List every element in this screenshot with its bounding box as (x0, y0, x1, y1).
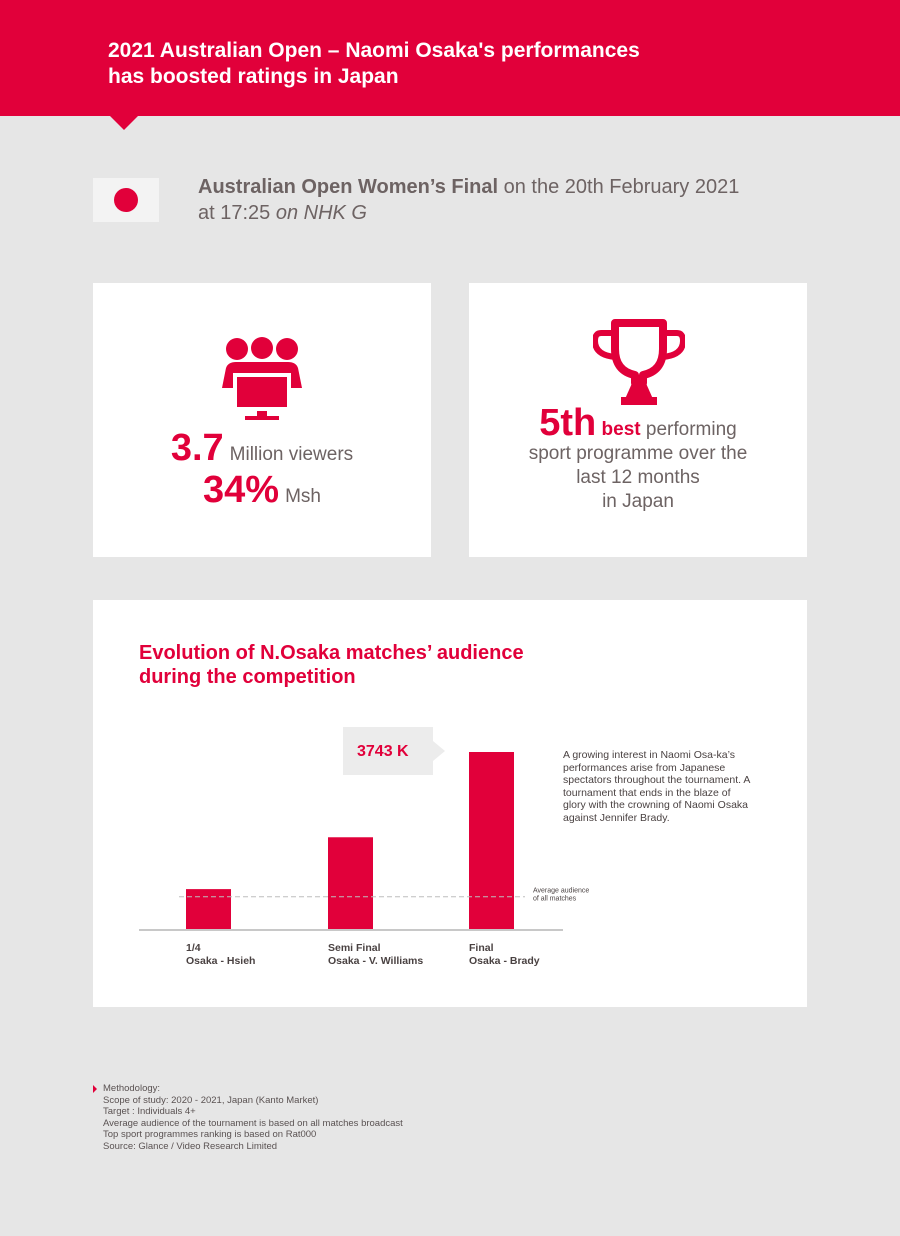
chart-bar (469, 752, 514, 930)
rank-value: 5th (539, 402, 597, 444)
ranking-text (469, 402, 807, 514)
rank-best: best (601, 419, 641, 440)
footnote-line: Target : Individuals 4+ (103, 1106, 196, 1117)
page-title (108, 38, 788, 90)
footnote-marker-icon (93, 1085, 97, 1093)
footnote-line: Top sport programmes ranking is based on Rat000 (103, 1129, 317, 1140)
chart-bar (186, 889, 231, 930)
share-stat (93, 469, 431, 512)
methodology-footnote (93, 1083, 693, 1152)
footnote-line: Methodology: (103, 1083, 161, 1094)
page-title-line-1: 2021 Australian Open – Naomi Osaka's performances (108, 39, 640, 62)
event-date: on the 20th February 2021 (498, 176, 740, 198)
value-callout-pointer (433, 741, 445, 761)
average-line-label: of all matches (533, 895, 577, 903)
chart-title-line-1: Evolution of N.Osaka matches’ audience (139, 642, 524, 664)
x-tick-label: Semi Final (328, 942, 381, 954)
flag-sun (114, 188, 138, 212)
page-title-line-2: has boosted ratings in Japan (108, 65, 399, 88)
ranking-line-1 (469, 402, 807, 444)
viewers-value: 3.7 (170, 427, 224, 469)
share-unit: Msh (285, 486, 321, 507)
share-value: 34% (203, 469, 280, 511)
chart-title-line-2: during the competition (139, 666, 356, 688)
event-intro-line-1 (198, 174, 838, 200)
event-intro-line-2 (198, 200, 838, 226)
viewers-unit: Million viewers (229, 444, 354, 465)
chart-card (93, 600, 807, 1007)
event-time: at 17:25 (198, 202, 276, 224)
viewers-icon (218, 336, 306, 422)
japan-flag-icon (93, 178, 159, 222)
ranking-line-2: sport programme over the (528, 443, 748, 464)
chart-annotation: A growing interest in Naomi Osa-ka’s performances arise from Japanese spectators throughout the tournament. A tournament that ends in the blaze of glory with the crowning of Naomi Osaka against Jennifer Brady. (563, 749, 750, 824)
ranking-card (469, 283, 807, 557)
footnote-line: Average audience of the tournament is based on all matches broadcast (103, 1117, 403, 1129)
ranking-line-4: in Japan (602, 491, 674, 512)
rank-performing: performing (640, 419, 737, 440)
x-tick-label: Osaka - Hsieh (186, 955, 256, 967)
average-line-label: Average audience (533, 887, 590, 895)
event-channel: on NHK G (275, 202, 367, 224)
ranking-line-3: last 12 months (576, 467, 700, 488)
x-tick-label: Osaka - Brady (469, 955, 540, 967)
x-tick-label: Final (469, 942, 494, 954)
footnote-line: Scope of study: 2020 - 2021, Japan (Kanto Market) (103, 1094, 319, 1106)
viewers-card (93, 283, 431, 557)
event-name: Australian Open Women’s Final (198, 176, 499, 198)
bar-value-label: 3743 K (357, 743, 409, 760)
x-tick-label: Osaka - V. Williams (328, 955, 424, 967)
header-pointer (108, 114, 140, 130)
viewers-stat (93, 427, 431, 470)
trophy-icon (593, 319, 685, 407)
header-banner (0, 0, 900, 116)
chart-bar (328, 837, 373, 930)
x-tick-label: 1/4 (186, 942, 201, 954)
event-intro (198, 174, 838, 226)
footnote-lines (103, 1083, 693, 1152)
footnote-line: Source: Glance / Video Research Limited (103, 1140, 278, 1152)
